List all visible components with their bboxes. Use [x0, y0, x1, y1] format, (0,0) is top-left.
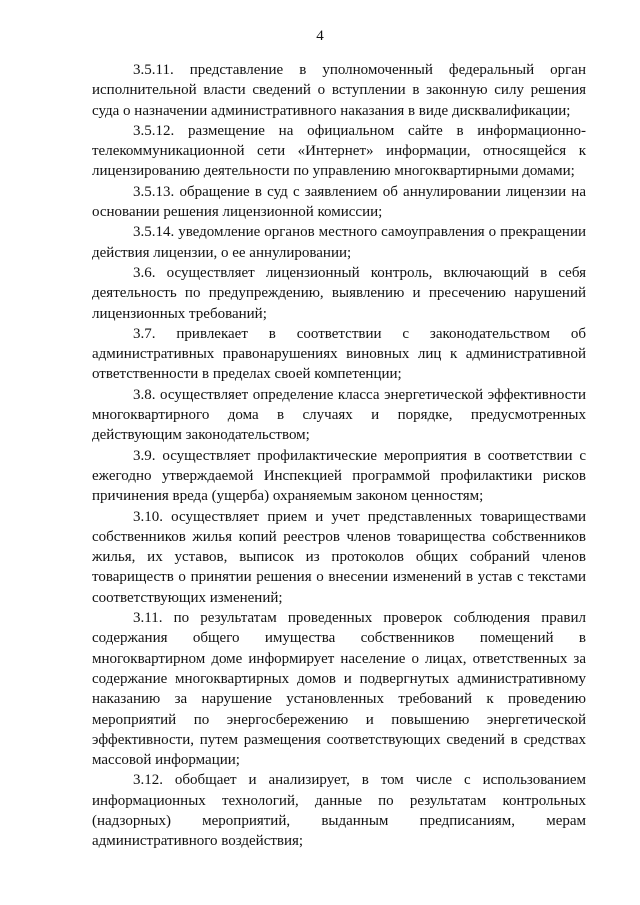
paragraph-3-9: 3.9. осуществляет профилактические мероприятия в соответствии с ежегодно утверждаемой Инспекцией программой профилактики рисков причинения вреда (ущерба) охраняемым законом ценностям;	[92, 447, 586, 505]
paragraph-3-11: 3.11. по результатам проведенных проверок соблюдения правил содержания общего имущества собственников помещений в многоквартирном доме информирует население о лицах, ответственных за содержание многоквартирных домов и подвергнутых административному наказанию за нарушение установленных требований к проведению мероприятий по энергосбережению и повышению энергетической эффективности, путем размещения соответствующих сведений в средствах массовой информации;	[92, 610, 586, 769]
paragraph-3-5-13: 3.5.13. обращение в суд с заявлением об аннулировании лицензии на основании решения лицензионной комиссии;	[92, 183, 586, 221]
paragraph-3-5-11: 3.5.11. представление в уполномоченный федеральный орган исполнительной власти сведений о вступлении в законную силу решения суда о назначении административного наказания в виде дисквалификации;	[92, 62, 586, 119]
paragraph-3-12: 3.12. обобщает и анализирует, в том числе с использованием информационных технологий, данные по результатам контрольных (надзорных) мероприятий, выданным предписаниям, мерам административного воздействия;	[92, 772, 586, 850]
paragraph-3-6: 3.6. осуществляет лицензионный контроль, включающий в себя деятельность по предупреждению, выявлению и пресечению нарушений лицензионных требований;	[92, 264, 586, 322]
page-number: 4	[316, 28, 324, 44]
paragraph-3-5-12: 3.5.12. размещение на официальном сайте в информационно-телекоммуникационной сети «Интернет» информации, относящейся к лицензированию деятельности по управлению многоквартирными домами;	[92, 122, 586, 180]
paragraph-3-7: 3.7. привлекает в соответствии с законодательством об административных правонарушениях виновных лиц к административной ответственности в пределах своей компетенции;	[92, 325, 586, 383]
paragraph-3-5-14: 3.5.14. уведомление органов местного самоуправления о прекращении действия лицензии, о ее аннулировании;	[92, 224, 586, 261]
paragraph-3-10: 3.10. осуществляет прием и учет представленных товариществами собственников жилья копий реестров членов товарищества собственников жилья, их уставов, выписок из протоколов общих собраний членов товариществ о принятии решения о внесении изменений в устав с текстами соответствующих изменений;	[92, 508, 586, 606]
paragraph-3-8: 3.8. осуществляет определение класса энергетической эффективности многоквартирного дома в случаях и порядке, предусмотренных действующим законодательством;	[92, 386, 586, 444]
document-body	[92, 60, 586, 852]
